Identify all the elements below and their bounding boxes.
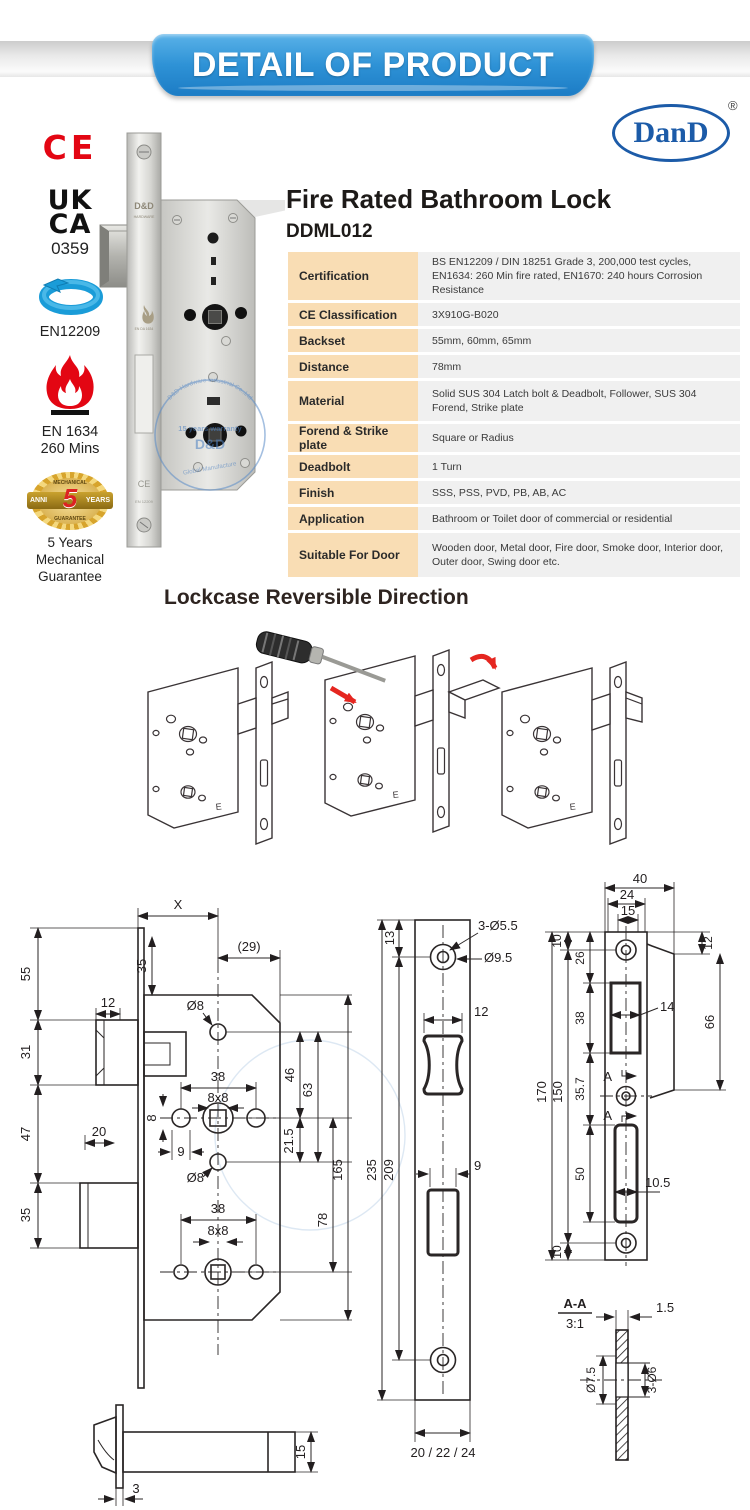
spec-label: Suitable For Door bbox=[288, 533, 418, 577]
registered-mark: ® bbox=[728, 98, 738, 113]
spec-value: SSS, PSS, PVD, PB, AB, AC bbox=[418, 481, 740, 504]
dim-label: 3-Ø5.5 bbox=[478, 918, 518, 933]
guarantee-line3: Guarantee bbox=[38, 569, 102, 584]
header-ribbon bbox=[152, 34, 594, 96]
dim-label: 13 bbox=[382, 930, 397, 946]
guarantee-line2: Mechanical bbox=[35, 552, 105, 567]
dim-label: 8 bbox=[144, 1114, 159, 1122]
dim-label: 50 bbox=[573, 1167, 587, 1181]
diagram-lock-left bbox=[148, 662, 288, 844]
screwdriver-icon bbox=[254, 630, 389, 684]
dim-label: Ø8 bbox=[186, 1170, 204, 1185]
dim-label: 38 bbox=[573, 1011, 587, 1025]
drawing-latch-side-view bbox=[94, 1405, 318, 1506]
diagram-lock-middle bbox=[254, 630, 499, 832]
section-marker-a: A bbox=[603, 1069, 612, 1084]
dim-label: X bbox=[173, 897, 183, 912]
ukca-number: 0359 bbox=[51, 239, 89, 258]
spec-label: Backset bbox=[288, 329, 418, 352]
drawing-watermark bbox=[215, 1040, 405, 1230]
dim-label: 24 bbox=[619, 887, 635, 902]
latch-bolt-photo bbox=[100, 225, 127, 287]
ce-mark-icon: CE bbox=[42, 128, 98, 167]
table-row bbox=[288, 507, 740, 530]
brand-name: DanD bbox=[633, 116, 709, 149]
dim-label: Ø8 bbox=[186, 998, 204, 1013]
dim-label: Ø7.5 bbox=[584, 1366, 598, 1394]
faceplate-brand: D&D bbox=[134, 201, 154, 211]
dim-label: (29) bbox=[237, 939, 261, 954]
spec-value: 78mm bbox=[418, 355, 740, 378]
badge-top-text: MECHANICAL bbox=[53, 480, 87, 486]
faceplate-en: EN 12209 bbox=[135, 499, 153, 504]
dim-label: 21.5 bbox=[281, 1128, 296, 1154]
spec-label: Distance bbox=[288, 355, 418, 378]
dim-label: 209 bbox=[381, 1159, 396, 1181]
dim-label: 12 bbox=[701, 936, 715, 950]
drawing-faceplate bbox=[364, 918, 518, 1460]
dim-label: 38 bbox=[210, 1069, 226, 1084]
dim-label: 35.7 bbox=[573, 1077, 587, 1101]
watermark-bottom-text: Global Manufacture bbox=[182, 460, 237, 477]
spec-label: CE Classification bbox=[288, 303, 418, 326]
dim-label: 9 bbox=[474, 1158, 482, 1173]
product-model: DDML012 bbox=[286, 221, 373, 242]
dim-label: 35 bbox=[18, 1207, 33, 1223]
dim-label: 63 bbox=[300, 1082, 315, 1098]
dim-label: 46 bbox=[282, 1067, 297, 1083]
dim-label: 10 bbox=[550, 1245, 564, 1259]
table-row bbox=[288, 355, 740, 378]
dim-label: 38 bbox=[210, 1201, 226, 1216]
fire-line1: EN 1634 bbox=[41, 424, 99, 440]
drawing-section-aa bbox=[558, 1296, 674, 1460]
diagram-lock-right bbox=[502, 662, 642, 844]
spec-value: Wooden door, Metal door, Fire door, Smoke door, Interior door, Outer door, Swing door etc. bbox=[418, 533, 740, 577]
brand-logo bbox=[612, 104, 730, 162]
section-heading-reversible: Lockcase Reversible Direction bbox=[164, 586, 469, 609]
ukca-line2: CA bbox=[48, 209, 92, 240]
dim-label: 31 bbox=[18, 1044, 33, 1060]
faceplate-fire-text: EN DA 1634 bbox=[134, 327, 154, 331]
spec-label: Material bbox=[288, 381, 418, 421]
table-row bbox=[288, 252, 740, 300]
dim-label: 3 bbox=[132, 1481, 140, 1496]
fire-icon bbox=[39, 353, 101, 417]
fire-line2: 260 Mins bbox=[40, 441, 100, 457]
dim-label: 3-Ø6 bbox=[645, 1366, 659, 1394]
guarantee-line1: 5 Years bbox=[47, 535, 93, 550]
dim-label: 9 bbox=[177, 1144, 185, 1159]
technical-drawings bbox=[0, 871, 750, 1510]
dim-label: 47 bbox=[18, 1126, 33, 1142]
spec-value: Solid SUS 304 Latch bolt & Deadbolt, Follower, SUS 304 Forend, Strike plate bbox=[418, 381, 740, 421]
dim-label: 8x8 bbox=[207, 1090, 229, 1105]
dim-label: 78 bbox=[315, 1212, 330, 1228]
section-scale: 3:1 bbox=[565, 1316, 585, 1331]
dim-label: 1.5 bbox=[656, 1300, 675, 1315]
badge-five: 5 bbox=[62, 483, 78, 513]
dim-label: 15 bbox=[620, 903, 636, 918]
dim-label: 235 bbox=[364, 1159, 379, 1181]
spec-label: Deadbolt bbox=[288, 455, 418, 478]
watermark-brand-text: D&D bbox=[194, 436, 226, 452]
spec-value: 3X910G-B020 bbox=[418, 303, 740, 326]
spec-label: Finish bbox=[288, 481, 418, 504]
dim-label: 14 bbox=[660, 999, 675, 1014]
dim-label: 35 bbox=[134, 958, 149, 974]
dim-label: 10.5 bbox=[645, 1175, 671, 1190]
dim-label: 165 bbox=[330, 1159, 345, 1181]
dim-label: Ø9.5 bbox=[484, 950, 513, 965]
en12209-label: EN12209 bbox=[39, 324, 101, 340]
table-row bbox=[288, 303, 740, 326]
watermark-arc-text: D&D Hardware Industrial Co.,Ltd bbox=[166, 376, 254, 402]
dim-label: 8x8 bbox=[207, 1223, 229, 1238]
dim-label: 26 bbox=[573, 951, 587, 965]
dim-label: 150 bbox=[550, 1081, 565, 1103]
drawing-lockcase bbox=[18, 897, 352, 1388]
dim-label: 40 bbox=[632, 871, 648, 886]
table-row bbox=[288, 424, 740, 452]
spec-value: BS EN12209 / DIN 18251 Grade 3, 200,000 test cycles, EN1634: 260 Min fire rated, EN1670: 240 hours Corrosion Resistance bbox=[418, 252, 740, 300]
red-arrow-rotate bbox=[471, 656, 495, 668]
spec-value: Bathroom or Toilet door of commercial or residential bbox=[418, 507, 740, 530]
spec-label: Forend & Strike plate bbox=[288, 424, 418, 452]
dim-label: 10 bbox=[550, 934, 564, 948]
spec-value: Square or Radius bbox=[418, 424, 740, 452]
spec-label: Certification bbox=[288, 252, 418, 300]
faceplate-sub: HARDWARE bbox=[133, 215, 155, 219]
faceplate-ce: CE bbox=[137, 479, 151, 489]
dim-label: 170 bbox=[534, 1081, 549, 1103]
spec-label: Application bbox=[288, 507, 418, 530]
badge-years: YEARS bbox=[85, 497, 110, 504]
dim-label: 55 bbox=[18, 966, 33, 982]
table-row bbox=[288, 481, 740, 504]
section-title: A-A bbox=[563, 1296, 587, 1311]
dim-label: 15 bbox=[293, 1444, 308, 1460]
table-row bbox=[288, 329, 740, 352]
badge-anni: ANNI bbox=[30, 497, 48, 504]
page-title: DETAIL OF PRODUCT bbox=[191, 45, 555, 84]
dim-label: 12 bbox=[100, 995, 116, 1010]
spec-value: 1 Turn bbox=[418, 455, 740, 478]
dim-label: 20 / 22 / 24 bbox=[410, 1445, 476, 1460]
section-marker-a: A bbox=[603, 1108, 612, 1123]
ukca-line1: UK bbox=[47, 185, 93, 216]
dim-label: 12 bbox=[474, 1004, 489, 1019]
dim-label: 20 bbox=[91, 1124, 107, 1139]
dim-label: 66 bbox=[702, 1014, 717, 1030]
spec-value: 55mm, 60mm, 65mm bbox=[418, 329, 740, 352]
spec-table bbox=[288, 252, 740, 580]
table-row bbox=[288, 455, 740, 478]
ribbon-shine bbox=[178, 85, 568, 91]
faceplate-photo bbox=[127, 133, 161, 547]
watermark-mid-text: 15 years warranty bbox=[178, 424, 242, 433]
product-photo bbox=[95, 125, 285, 555]
table-row bbox=[288, 533, 740, 577]
reversible-direction-diagrams bbox=[130, 628, 670, 873]
table-row bbox=[288, 381, 740, 421]
badge-bottom-text: GUARANTEE bbox=[54, 516, 86, 522]
drawing-strike-plate bbox=[534, 871, 726, 1266]
product-title: Fire Rated Bathroom Lock bbox=[286, 184, 612, 214]
